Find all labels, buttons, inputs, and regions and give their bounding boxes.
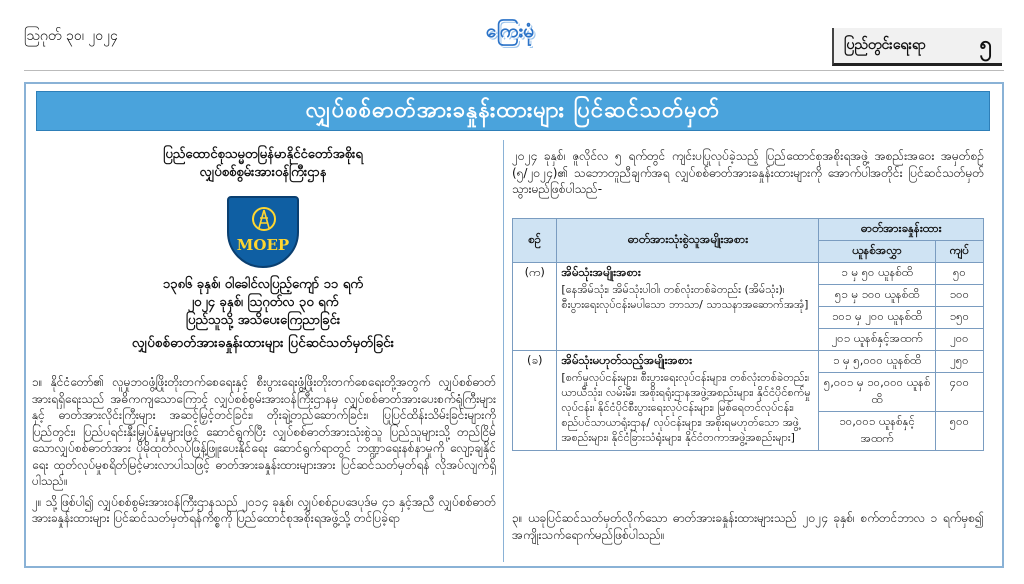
government-name: ပြည်ထောင်စုသမ္မတမြန်မာနိုင်ငံတော်အစိုးရ <box>163 147 363 162</box>
date-western: ၂၀၂၄ ခုနှစ်၊ ဩဂုတ်လ ၃၀ ရက် <box>187 295 339 310</box>
paragraph-3: ၃။ ယခုပြင်ဆင်သတ်မှတ်လိုက်သော ဓာတ်အားခနှုန်းထားများသည် ၂၀၂၄ ခုနှစ်၊ စက်တင်ဘာလ ၁ ရက်မှစ၍ အကျိုးသက်ရောက်မည်ဖြစ်ပါသည်။ <box>512 511 984 542</box>
tier-fee: ၅၀ <box>935 263 983 285</box>
notice-header <box>28 276 498 352</box>
intro-paragraph: ၂၀၂၄ ခုနှစ်၊ ဇူလိုင်လ ၅ ရက်တွင် ကျင်းပပြုလုပ်ခဲ့သည့် ပြည်ထောင်စုအစိုးရအဖွဲ့ အစည်းအဝေး အမှတ်စဉ် (၅/၂၀၂၄)၏ သဘောတူညီချက်အရ လျှပ်စစ်ဓာတ်အားခနှုန်းထားများကို အောက်ပါအတိုင်း ပြင်ဆင်သတ်မှတ်သွားမည်ဖြစ်ပါသည်- <box>512 149 984 196</box>
header-divider <box>24 70 1004 71</box>
issue-date: ဩဂုတ် ၃၀၊ ၂၀၂၄ <box>24 28 118 44</box>
row-number: (ခ) <box>513 351 557 451</box>
paragraph-1: ၁။ နိုင်ငံတော်၏ လူမှုဘဝဖွံ့ဖြိုးတိုးတက်စေရေးနှင့် စီးပွားရေးဖွံ့ဖြိုးတိုးတက်စေရေးတို့အတွက် လျှပ်စစ်ဓာတ်အားရရှိရေးသည် အဓိကကျသောကြောင့် လျှပ်စစ်စွမ်းအားဝန်ကြီးဌာနမှ လျှပ်စစ်ဓာတ်အားပေးစက်ရုံကြီးများနှင့် ဓာတ်အားလိုင်းကြီးများ အဆင့်မြှင့်တင်ခြင်း၊ တိုးချဲ့တည်ဆောက်ခြင်း၊ ပြုပြင်ထိန်းသိမ်းခြင်းများကို ပြည်တွင်း၊ ပြည်ပရင်းနှီးမြှုပ်နှံမှုများဖြင့် ဆောင်ရွက်ပြီး လျှပ်စစ်ဓာတ်အားသုံးစွဲသူ ပြည်သူများသို့ တည်ငြိမ်သောလျှပ်စစ်ဓာတ်အား ပိုမိုထုတ်လုပ်ဖြန့်ဖြူးပေးနိုင်ရေး ဆောင်ရွက်ရာတွင် ဘဏ္ဍာရေးနစ်နာမှုကို လျော့ချနိုင်ရေး ထုတ်လုပ်မှုစရိတ်မြင့်မားလာပါသဖြင့် ဓာတ်အားခနှုန်းထားများအား ပြင်ဆင်သတ်မှတ်ရန် လိုအပ်လျက်ရှိပါသည်။ <box>32 375 496 488</box>
category-title: အိမ်သုံးမဟုတ်သည့်အမျိုးအစား <box>561 353 693 367</box>
logo-text: MOEP <box>236 236 290 254</box>
category-description: [စက်မှုလုပ်ငန်းများ၊ စီးပွားရေးလုပ်ငန်းများ၊ တစ်လုံးတစ်ခဲတည်း၊ ယာယီသုံး၊ လမ်းမီး၊ အစိုးရရုံးဌာနအဖွဲ့အစည်းများ၊ နိုင်ငံပိုင်စက်မှုလုပ်ငန်း၊ နိုင်ငံပိုင်စီးပွားရေးလုပ်ငန်းများ၊ မြစ်ရေတင်လုပ်ငန်း၊ စည်ပင်သာယာရုံးဌာန/ လုပ်ငန်းများ၊ အစိုးရမဟုတ်သော အဖွဲ့အစည်းများ၊ နိုင်ငံခြားသံရုံးများ၊ နိုင်ငံတကာအဖွဲ့အစည်းများ] <box>561 371 811 444</box>
category-cell <box>557 263 819 351</box>
col-header-units: ယူနစ်အလွှာ <box>819 241 935 263</box>
notice-subject: လျှပ်စစ်ဓာတ်အားခနှုန်းထားများ ပြင်ဆင်သတ်မှတ်ခြင်း <box>131 335 395 351</box>
ministry-name: လျှပ်စစ်စွမ်းအားဝန်ကြီးဌာန <box>199 165 327 180</box>
column-divider <box>503 140 504 562</box>
row-number: (က) <box>513 263 557 351</box>
col-header-no: စဉ် <box>513 219 557 263</box>
issuer-block <box>28 146 498 182</box>
col-header-rate: ဓာတ်အားခနှုန်းထား <box>819 219 984 241</box>
tier-units: ၁၀၁ မှ ၂၀၀ ယူနစ်ထိ <box>819 307 935 329</box>
article-title: လျှပ်စစ်ဓာတ်အားခနှုန်းထားများ ပြင်ဆင်သတ်မှတ် <box>36 91 990 131</box>
tier-fee: ၁၀၀ <box>935 285 983 307</box>
body-left <box>32 374 496 527</box>
left-column <box>28 142 498 562</box>
tier-fee: ၁၅၀ <box>935 307 983 329</box>
tier-fee: ၅၀၀ <box>935 412 983 451</box>
col-header-fee: ကျပ် <box>935 241 983 263</box>
power-tower-icon <box>251 206 277 232</box>
category-description: [နေအိမ်သုံး၊ အိမ်သုံးပါဝါ၊ တစ်လုံးတစ်ခဲတည်း (အိမ်သုံး)၊ စီးပွားရေးလုပ်ငန်းမပါသော ဘာသာ/ သာသနာအဆောက်အအုံ] <box>561 283 809 311</box>
newspaper-masthead: ကြေးမုံ <box>485 20 535 42</box>
tier-units: ၁ မှ ၅၀ ယူနစ်ထိ <box>819 263 935 285</box>
paragraph-2: ၂။ သို့ဖြစ်ပါ၍ လျှပ်စစ်စွမ်းအားဝန်ကြီးဌာနသည် ၂၀၁၄ ခုနှစ်၊ လျှပ်စစ်ဥပဒေပုဒ်မ ၄၁ နှင့်အညီ လျှပ်စစ်ဓာတ်အားခနှုန်းထားများ ပြင်ဆင်သတ်မှတ်ရန်ကိစ္စကို ပြည်ထောင်စုအစိုးရအဖွဲ့သို့ တင်ပြခဲ့ရာ <box>32 494 496 525</box>
tier-units: ၅,၀၀၁ မှ ၁၀,၀၀၀ ယူနစ်ထိ <box>819 373 935 412</box>
tier-fee: ၄၀၀ <box>935 373 983 412</box>
tier-fee: ၂၅၀ <box>935 351 983 373</box>
page-number: ၅ <box>979 32 992 57</box>
section-label-box <box>832 28 1002 66</box>
page-header <box>0 0 1024 80</box>
table-row <box>513 351 984 373</box>
tier-fee: ၂၀၀ <box>935 329 983 351</box>
tier-units: ၂၀၁ ယူနစ်နှင့်အထက် <box>819 329 935 351</box>
category-cell <box>557 351 819 451</box>
right-column <box>512 148 996 568</box>
category-title: အိမ်သုံးအမျိုးအစား <box>561 265 641 279</box>
tier-units: ၁ မှ ၅,၀၀၀ ယူနစ်ထိ <box>819 351 935 373</box>
section-name: ပြည်တွင်းရေးရာ <box>844 37 926 53</box>
table-row <box>513 263 984 285</box>
notice-label: ပြည်သူသို့ အသိပေးကြေညာခြင်း <box>185 313 341 328</box>
date-burmese: ၁၃၈၆ ခုနှစ်၊ ဝါခေါင်လပြည့်ကျော် ၁၁ ရက် <box>162 277 364 292</box>
tier-units: ၁၀,၀၀၁ ယူနစ်နှင့်အထက် <box>819 412 935 451</box>
col-header-type: ဓာတ်အားသုံးစွဲသူအမျိုးအစား <box>557 219 819 263</box>
tier-units: ၅၁ မှ ၁၀၀ ယူနစ်ထိ <box>819 285 935 307</box>
tariff-table <box>512 218 984 451</box>
ministry-logo <box>227 196 299 268</box>
